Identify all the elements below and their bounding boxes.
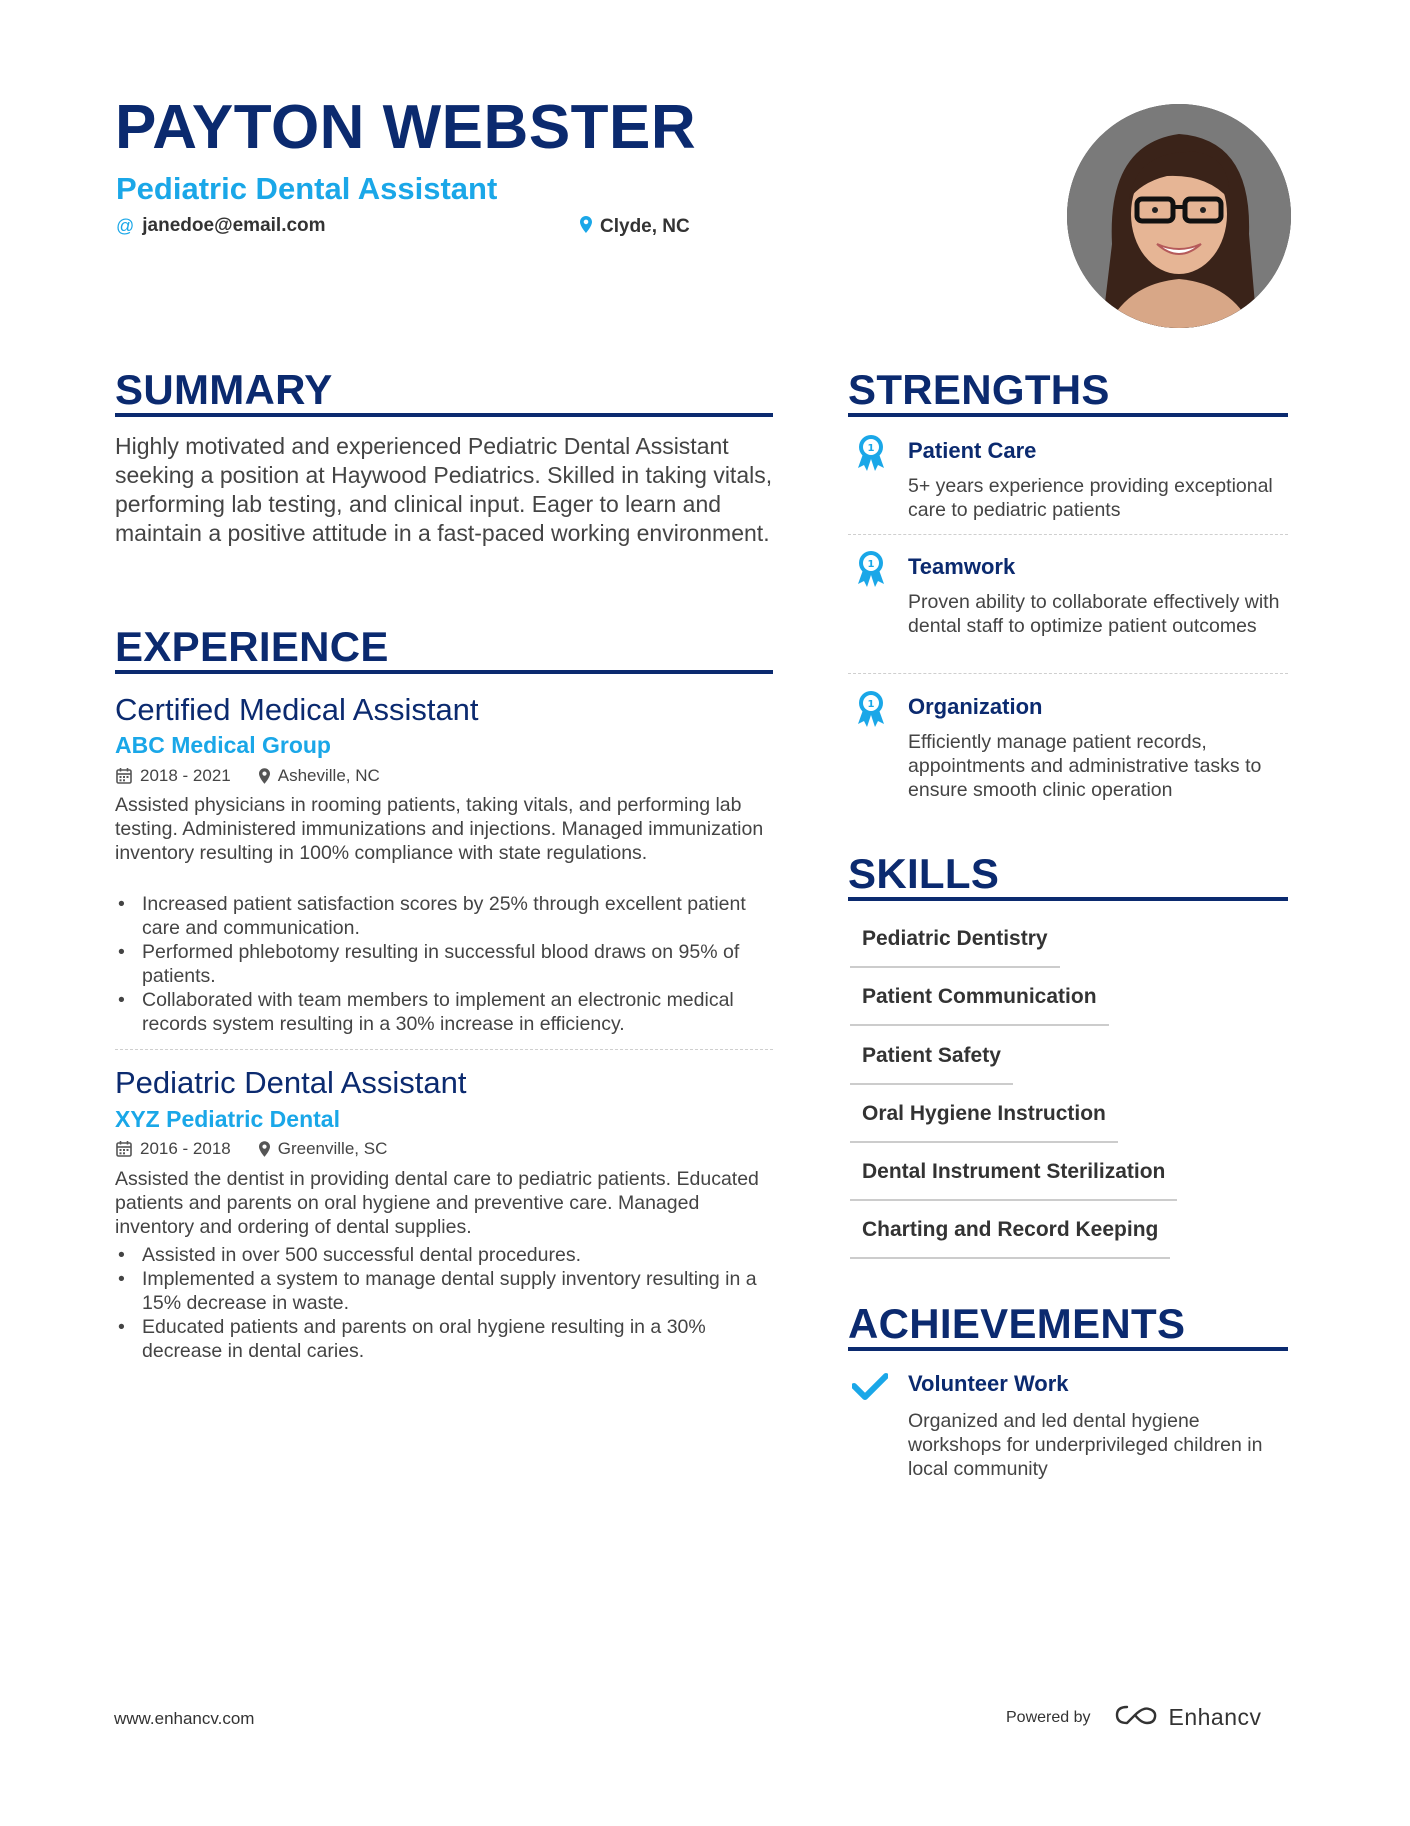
calendar-icon — [116, 767, 132, 784]
award-ribbon-icon — [854, 432, 888, 472]
summary-text: Highly motivated and experienced Pediatric Dental Assistant seeking a position at Haywood Pediatrics. Skilled in taking vitals, performing lab testing, and clinical input. Eager to learn and maintain a positive attitude in a fast-paced working environment. — [115, 433, 773, 546]
achievements-heading: ACHIEVEMENTS — [848, 1300, 1186, 1347]
job-dates-text: 2018 - 2021 — [140, 766, 231, 785]
job-dates-text: 2016 - 2018 — [140, 1139, 231, 1158]
skill-tag: Dental Instrument Sterilization — [850, 1161, 1177, 1201]
summary-heading: SUMMARY — [115, 366, 333, 413]
achievement-desc: Organized and led dental hygiene workshops for underprivileged children in local community — [908, 1410, 1263, 1480]
skill-tag: Oral Hygiene Instruction — [850, 1103, 1118, 1143]
contact-email[interactable] — [116, 216, 326, 235]
strength-divider — [848, 673, 1288, 674]
strength-desc: Proven ability to collaborate effectively with dental staff to optimize patient outcomes — [908, 591, 1280, 637]
svg-text:1: 1 — [867, 559, 875, 570]
footer-website-link[interactable]: www.enhancv.com — [114, 1709, 255, 1728]
achievement-title: Volunteer Work — [908, 1371, 1069, 1396]
map-pin-icon — [580, 216, 592, 237]
summary-rule — [115, 413, 773, 417]
contact-location — [580, 216, 690, 237]
job-dates — [116, 1140, 231, 1157]
job-bullet: • Implemented a system to manage dental supply inventory resulting in a 15% decrease in waste. — [115, 1267, 780, 1315]
job-bullets — [115, 892, 780, 1036]
job-title: Pediatric Dental Assistant — [115, 1065, 467, 1100]
job-bullet: • Performed phlebotomy resulting in successful blood draws on 95% of patients. — [115, 940, 780, 988]
job-location — [259, 767, 380, 784]
job-description: Assisted the dentist in providing dental care to pediatric patients. Educated patients and parents on oral hygiene and preventive care. Managed inventory and ordering of dental supplies. — [115, 1168, 759, 1238]
map-pin-icon — [259, 1141, 270, 1157]
strength-title: Teamwork — [908, 554, 1016, 579]
job-description: Assisted physicians in rooming patients, taking vitals, and performing lab testing. Administered immunizations and injections. Managed immunization inventory resulting in 100% compliance with state regulations. — [115, 794, 764, 864]
candidate-name: PAYTON WEBSTER — [115, 93, 697, 162]
at-sign-icon: @ — [116, 215, 135, 236]
job-meta — [116, 1140, 415, 1157]
strength-divider — [848, 534, 1288, 535]
job-company: ABC Medical Group — [115, 732, 331, 758]
skill-tag: Patient Communication — [850, 986, 1109, 1026]
job-bullet: • Increased patient satisfaction scores by 25% through excellent patient care and communication. — [115, 892, 780, 940]
job-meta — [116, 767, 408, 784]
candidate-title: Pediatric Dental Assistant — [116, 171, 498, 206]
footer-branding[interactable] — [1006, 1703, 1262, 1732]
strength-title: Organization — [908, 694, 1043, 719]
job-location-text: Greenville, SC — [277, 1139, 388, 1158]
job-bullet: • Educated patients and parents on oral hygiene resulting in a 30% decrease in dental caries. — [115, 1315, 780, 1363]
map-pin-icon — [259, 768, 270, 784]
skills-heading: SKILLS — [848, 850, 1000, 897]
job-dates — [116, 767, 231, 784]
powered-by-text: Powered by — [1006, 1708, 1091, 1726]
location-text: Clyde, NC — [600, 216, 690, 237]
award-ribbon-icon — [854, 688, 888, 728]
strengths-rule — [848, 413, 1288, 417]
brand-name: Enhancv — [1168, 1704, 1262, 1730]
profile-photo — [1067, 104, 1291, 328]
enhancv-logo — [1113, 1703, 1262, 1732]
strengths-heading: STRENGTHS — [848, 366, 1110, 413]
svg-text:1: 1 — [867, 699, 875, 710]
job-bullet: • Assisted in over 500 successful dental procedures. — [115, 1243, 780, 1267]
email-text: janedoe@email.com — [142, 215, 326, 236]
job-bullet: • Collaborated with team members to implement an electronic medical records system resulting in a 30% increase in efficiency. — [115, 988, 780, 1036]
job-company: XYZ Pediatric Dental — [115, 1106, 340, 1132]
skill-tag: Charting and Record Keeping — [850, 1219, 1170, 1259]
job-title: Certified Medical Assistant — [115, 692, 479, 727]
job-location — [259, 1140, 388, 1157]
experience-heading: EXPERIENCE — [115, 623, 389, 670]
checkmark-icon — [852, 1372, 888, 1400]
calendar-icon — [116, 1140, 132, 1157]
strength-title: Patient Care — [908, 438, 1037, 463]
award-ribbon-icon — [854, 548, 888, 588]
enhancv-logo-icon — [1113, 1703, 1159, 1732]
job-location-text: Asheville, NC — [277, 766, 380, 785]
skills-rule — [848, 897, 1288, 901]
achievements-rule — [848, 1347, 1288, 1351]
svg-text:1: 1 — [867, 443, 875, 454]
skill-tag: Pediatric Dentistry — [850, 928, 1060, 968]
job-bullets — [115, 1243, 780, 1363]
job-divider — [115, 1049, 773, 1050]
strength-desc: Efficiently manage patient records, appointments and administrative tasks to ensure smooth clinic operation — [908, 731, 1262, 801]
skill-tag: Patient Safety — [850, 1045, 1013, 1085]
experience-rule — [115, 670, 773, 674]
strength-desc: 5+ years experience providing exceptional care to pediatric patients — [908, 475, 1273, 521]
